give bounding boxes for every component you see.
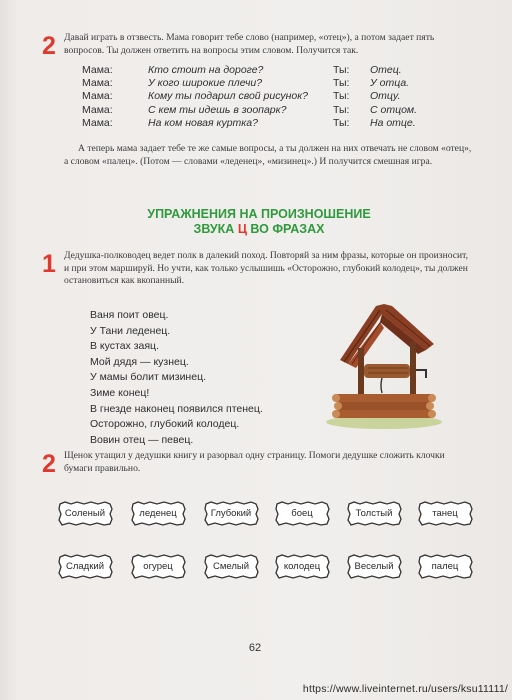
card-word: Веселый — [354, 561, 394, 572]
card-word: Толстый — [355, 508, 393, 519]
speaker: Мама: — [82, 116, 113, 129]
poem-block — [90, 308, 263, 448]
poem-line: У Тани леденец. — [90, 324, 171, 337]
reply-speaker: Ты: — [333, 103, 350, 116]
card-word: палец — [431, 561, 459, 572]
poem-line: У мамы болит мизинец. — [90, 371, 207, 384]
exercise-number: 2 — [42, 450, 56, 478]
exercise-text: Щенок утащил у дедушки книгу и разорвал одну страницу. Помоги дедушке сложить клочки бумаги правильно. — [64, 450, 445, 474]
card-word: танец — [432, 508, 458, 519]
dialogue-row — [82, 90, 422, 103]
reply-speaker: Ты: — [333, 116, 350, 129]
dialogue-row — [82, 77, 422, 90]
exercise-intro-text: Давай играть в отзвесть. Мама говорит тебе слово (например, «отец»), а потом задает пять вопросов. Ты должен ответить на вопросы этим словом. Получится так. — [64, 32, 435, 56]
card-word: колодец — [283, 561, 321, 572]
card-word: Сладкий — [66, 561, 104, 572]
speaker: Мама: — [82, 90, 113, 103]
speaker: Мама: — [82, 64, 113, 76]
card-word: Глубокий — [210, 508, 252, 519]
word-card — [417, 554, 473, 579]
question: У кого широкие плечи? — [148, 77, 263, 90]
word-card — [346, 501, 402, 526]
card-word: Смелый — [212, 561, 250, 572]
heading-line-1: УПРАЖНЕНИЯ НА ПРОИЗНОШЕНИЕ — [147, 207, 371, 221]
poem-line: Мой дядя — кузнец. — [90, 355, 189, 368]
word-card — [274, 554, 330, 579]
poem-line: Ваня поит овец. — [90, 309, 169, 321]
poem-line: Зиме конец! — [90, 386, 150, 399]
question: На ком новая куртка? — [148, 116, 258, 129]
question: Кто стоит на дороге? — [148, 64, 264, 76]
word-card — [274, 501, 330, 526]
heading-line-2 — [120, 222, 398, 237]
word-card — [130, 501, 186, 526]
watermark-url[interactable]: https://www.liveinternet.ru/users/ksu11111/ — [302, 683, 508, 695]
word-card — [57, 554, 113, 579]
heading-text: ВО ФРАЗАХ — [246, 222, 325, 236]
exercise-outro-text: А теперь мама задает тебе те же самые вопросы, а ты должен на них отвечать не словом «отец», а словом «палец». (Потом — словами «леденец», «мизинец».) И получится смешная игра. — [64, 143, 472, 167]
exercise-number: 2 — [42, 32, 56, 60]
dialogue-row — [82, 64, 422, 77]
word-card — [346, 554, 402, 579]
exercise-number: 1 — [42, 250, 56, 278]
word-card — [57, 501, 113, 526]
card-word: леденец — [139, 508, 177, 519]
exercise-text: Дедушка-полководец ведет полк в далекий поход. Повторяй за ним фразы, которые он произносит, и при этом маршируй. Но учти, как только услышишь «Осторожно, глубокий колодец», ты должен остановиться как вкопанный. — [64, 250, 469, 286]
card-word: огурец — [143, 561, 173, 572]
wooden-well-illustration — [322, 298, 442, 430]
answer: Отцу. — [370, 90, 401, 103]
dialogue-row — [82, 117, 422, 130]
heading-text: ЗВУКА — [193, 222, 238, 236]
dialogue-block — [82, 64, 422, 130]
answer: На отце. — [370, 116, 416, 129]
dialogue-row — [82, 104, 422, 117]
reply-speaker: Ты: — [333, 90, 350, 103]
poem-line: В гнезде наконец появился птенец. — [90, 402, 263, 415]
page-number: 62 — [248, 642, 262, 654]
question: С кем ты идешь в зоопарк? — [148, 103, 287, 116]
section-heading — [120, 207, 398, 237]
word-card — [417, 501, 473, 526]
question: Кому ты подарил свой рисунок? — [148, 90, 309, 103]
card-word: Соленый — [64, 508, 106, 519]
speaker: Мама: — [82, 77, 113, 90]
answer: С отцом. — [370, 103, 418, 116]
word-card — [130, 554, 186, 579]
word-card — [203, 501, 259, 526]
poem-line: Вовин отец — певец. — [90, 433, 194, 446]
reply-speaker: Ты: — [333, 64, 350, 76]
heading-letter: Ц — [237, 222, 247, 236]
reply-speaker: Ты: — [333, 77, 350, 90]
speaker: Мама: — [82, 103, 113, 116]
answer: У отца. — [370, 77, 410, 90]
word-card — [203, 554, 259, 579]
poem-line: В кустах заяц. — [90, 340, 159, 353]
poem-line: Осторожно, глубокий колодец. — [90, 418, 240, 431]
card-word: боец — [291, 508, 313, 519]
answer: Отец. — [370, 64, 402, 76]
